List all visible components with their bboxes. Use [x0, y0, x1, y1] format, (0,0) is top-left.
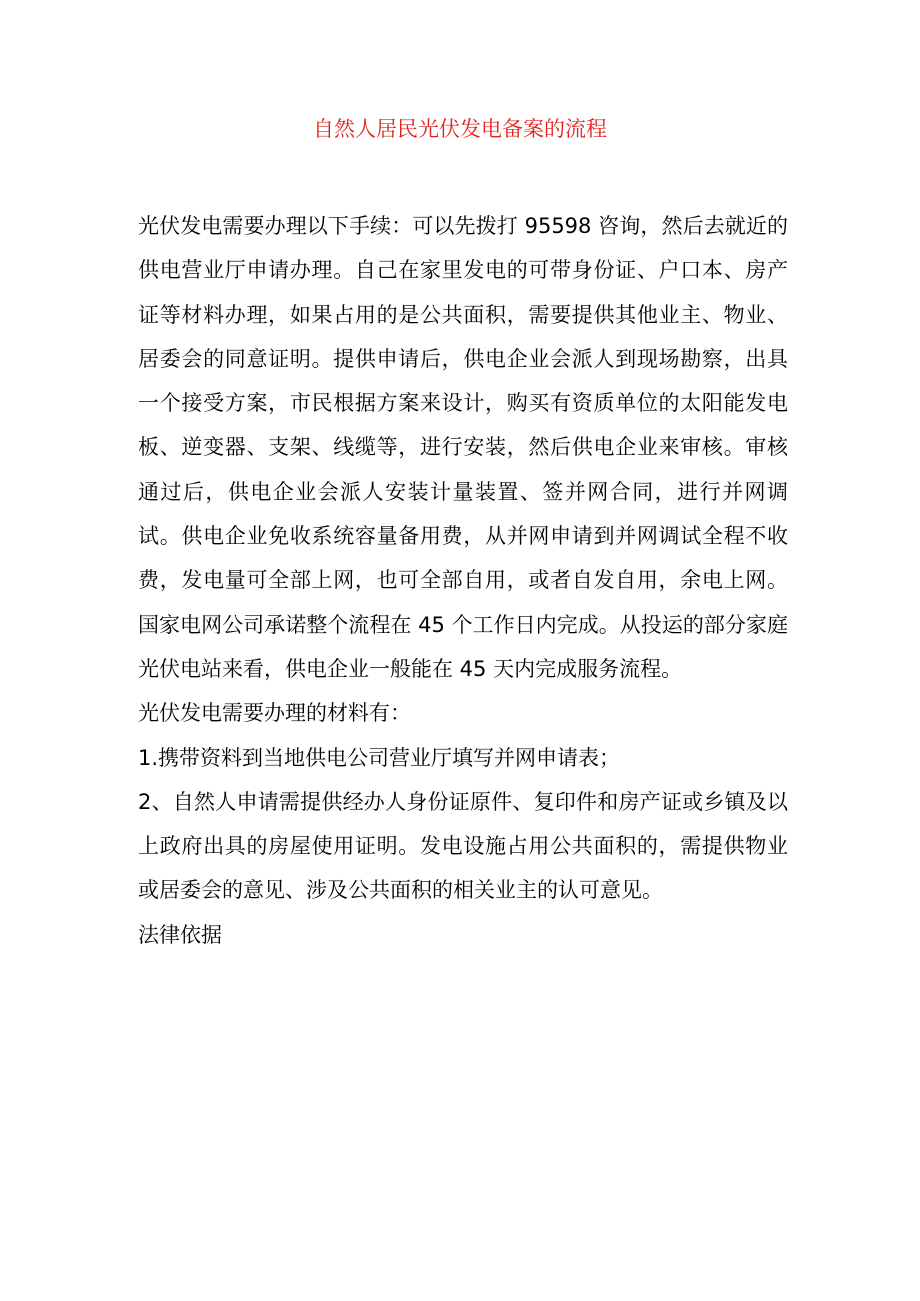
document-body [138, 204, 788, 957]
paragraph-materials-heading: 光伏发电需要办理的材料有： [138, 701, 411, 726]
paragraph-material-item-1: 1.携带资料到当地供电公司营业厅填写并网申请表； [138, 745, 621, 770]
document-title: 自然人居民光伏发电备案的流程 [313, 117, 607, 141]
paragraph-procedure: 光伏发电需要办理以下手续：可以先拨打 95598 咨询，然后去就近的供电营业厅申请办理。自己在家里发电的可带身份证、户口本、房产证等材料办理，如果占用的是公共面积，需要提供其他业主、物业、居委会的同意证明。提供申请后，供电企业会派人到现场勘察，出具一个接受方案，市民根据方案来设计，购买有资质单位的太阳能发电板、逆变器、支架、线缆等，进行安装，然后供电企业来审核。审核通过后，供电企业会派人安装计量装置、签并网合同，进行并网调试。供电企业免收系统容量备用费，从并网申请到并网调试全程不收费，发电量可全部上网，也可全部自用，或者自发自用，余电上网。国家电网公司承诺整个流程在 45 个工作日内完成。从投运的部分家庭光伏电站来看，供电企业一般能在 45 天内完成服务流程。 [138, 214, 788, 681]
paragraph-legal-basis: 法律依据 [138, 922, 222, 947]
paragraph-material-item-2: 2、自然人申请需提供经办人身份证原件、复印件和房产证或乡镇及以上政府出具的房屋使用证明。发电设施占用公共面积的，需提供物业或居委会的意见、涉及公共面积的相关业主的认可意见。 [138, 789, 788, 903]
